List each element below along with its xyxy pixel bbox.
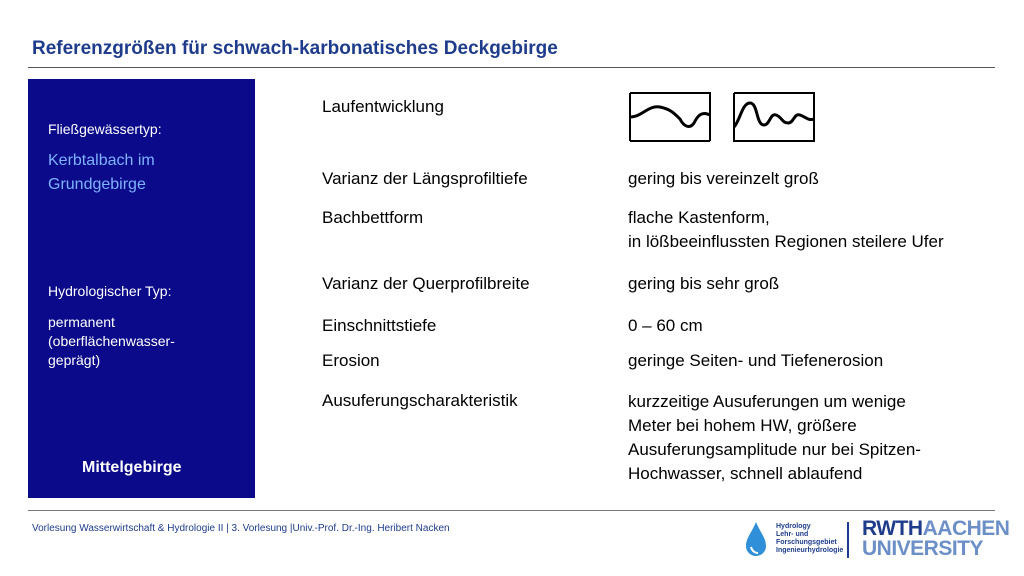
rwth-logo-university: UNIVERSITY <box>862 537 984 560</box>
row-label-querprofilbreite: Varianz der Querprofilbreite <box>322 274 530 293</box>
sidebar-panel <box>28 79 255 498</box>
sidebar-value-hydro-line3: geprägt) <box>48 352 101 368</box>
row-value-line: gering bis vereinzelt groß <box>628 169 819 188</box>
sidebar-value-type-line1: Kerbtalbach im <box>48 152 155 169</box>
rwth-logo <box>862 519 1009 559</box>
row-label-erosion: Erosion <box>322 351 380 370</box>
row-label-laufentwicklung: Laufentwicklung <box>322 97 444 116</box>
meander-curve-icon <box>628 91 712 143</box>
row-value-line: in lößbeeinflussten Regionen steilere Ufer <box>628 232 944 251</box>
row-value-bachbettform <box>628 206 944 254</box>
bottom-divider <box>28 510 995 511</box>
sidebar-label-type: Fließgewässertyp: <box>48 121 162 137</box>
slide-title: Referenzgrößen für schwach-karbonatisches Deckgebirge <box>32 38 558 59</box>
row-value-line: 0 – 60 cm <box>628 316 703 335</box>
water-drop-logo-icon <box>742 520 770 558</box>
sidebar-value-type <box>48 149 155 197</box>
sidebar-value-type-line2: Grundgebirge <box>48 176 146 193</box>
row-value-einschnittstiefe <box>628 314 703 338</box>
hydrology-logo-line: Lehr- und <box>776 531 809 538</box>
meander-wave-icon <box>732 91 816 143</box>
row-value-ausuferung <box>628 390 921 486</box>
hydrology-logo-text <box>776 523 843 555</box>
top-divider <box>28 67 995 68</box>
row-value-querprofilbreite <box>628 272 779 296</box>
sidebar-value-hydro-line2: (oberflächenwasser- <box>48 333 175 349</box>
row-value-line: gering bis sehr groß <box>628 274 780 293</box>
sidebar-region-label: Mittelgebirge <box>82 459 182 476</box>
sidebar-value-hydro-line1: permanent <box>48 314 115 330</box>
hydrology-logo-line: Hydrology <box>776 523 811 530</box>
hydrology-logo-line: Ingenieurhydrologie <box>776 547 844 554</box>
row-value-line: Ausuferungsamplitude nur bei Spitzen- <box>628 440 921 459</box>
rwth-logo-bold: RWTH <box>862 517 923 540</box>
row-label-laengsprofiltiefe: Varianz der Längsprofiltiefe <box>322 169 528 188</box>
row-value-line: flache Kastenform, <box>628 208 770 227</box>
row-value-line: kurzzeitige Ausuferungen um wenige <box>628 392 906 411</box>
row-value-line: Meter bei hohem HW, größere <box>628 416 857 435</box>
row-label-bachbettform: Bachbettform <box>322 208 424 227</box>
row-label-einschnittstiefe: Einschnittstiefe <box>322 316 437 335</box>
logo-divider <box>847 522 849 558</box>
sidebar-value-hydro <box>48 313 175 370</box>
row-value-erosion <box>628 349 883 373</box>
sidebar-label-hydro: Hydrologischer Typ: <box>48 283 172 299</box>
row-label-ausuferung: Ausuferungscharakteristik <box>322 391 518 410</box>
hydrology-logo-line: Forschungsgebiet <box>776 539 837 546</box>
row-value-line: Hochwasser, schnell ablaufend <box>628 464 863 483</box>
rwth-logo-light: AACHEN <box>922 517 1010 540</box>
row-value-line: geringe Seiten- und Tiefenerosion <box>628 351 884 370</box>
footer-text: Vorlesung Wasserwirtschaft & Hydrologie II | 3. Vorlesung |Univ.-Prof. Dr.-Ing. Heribert Nacken <box>32 523 450 534</box>
row-value-laengsprofiltiefe <box>628 167 819 191</box>
